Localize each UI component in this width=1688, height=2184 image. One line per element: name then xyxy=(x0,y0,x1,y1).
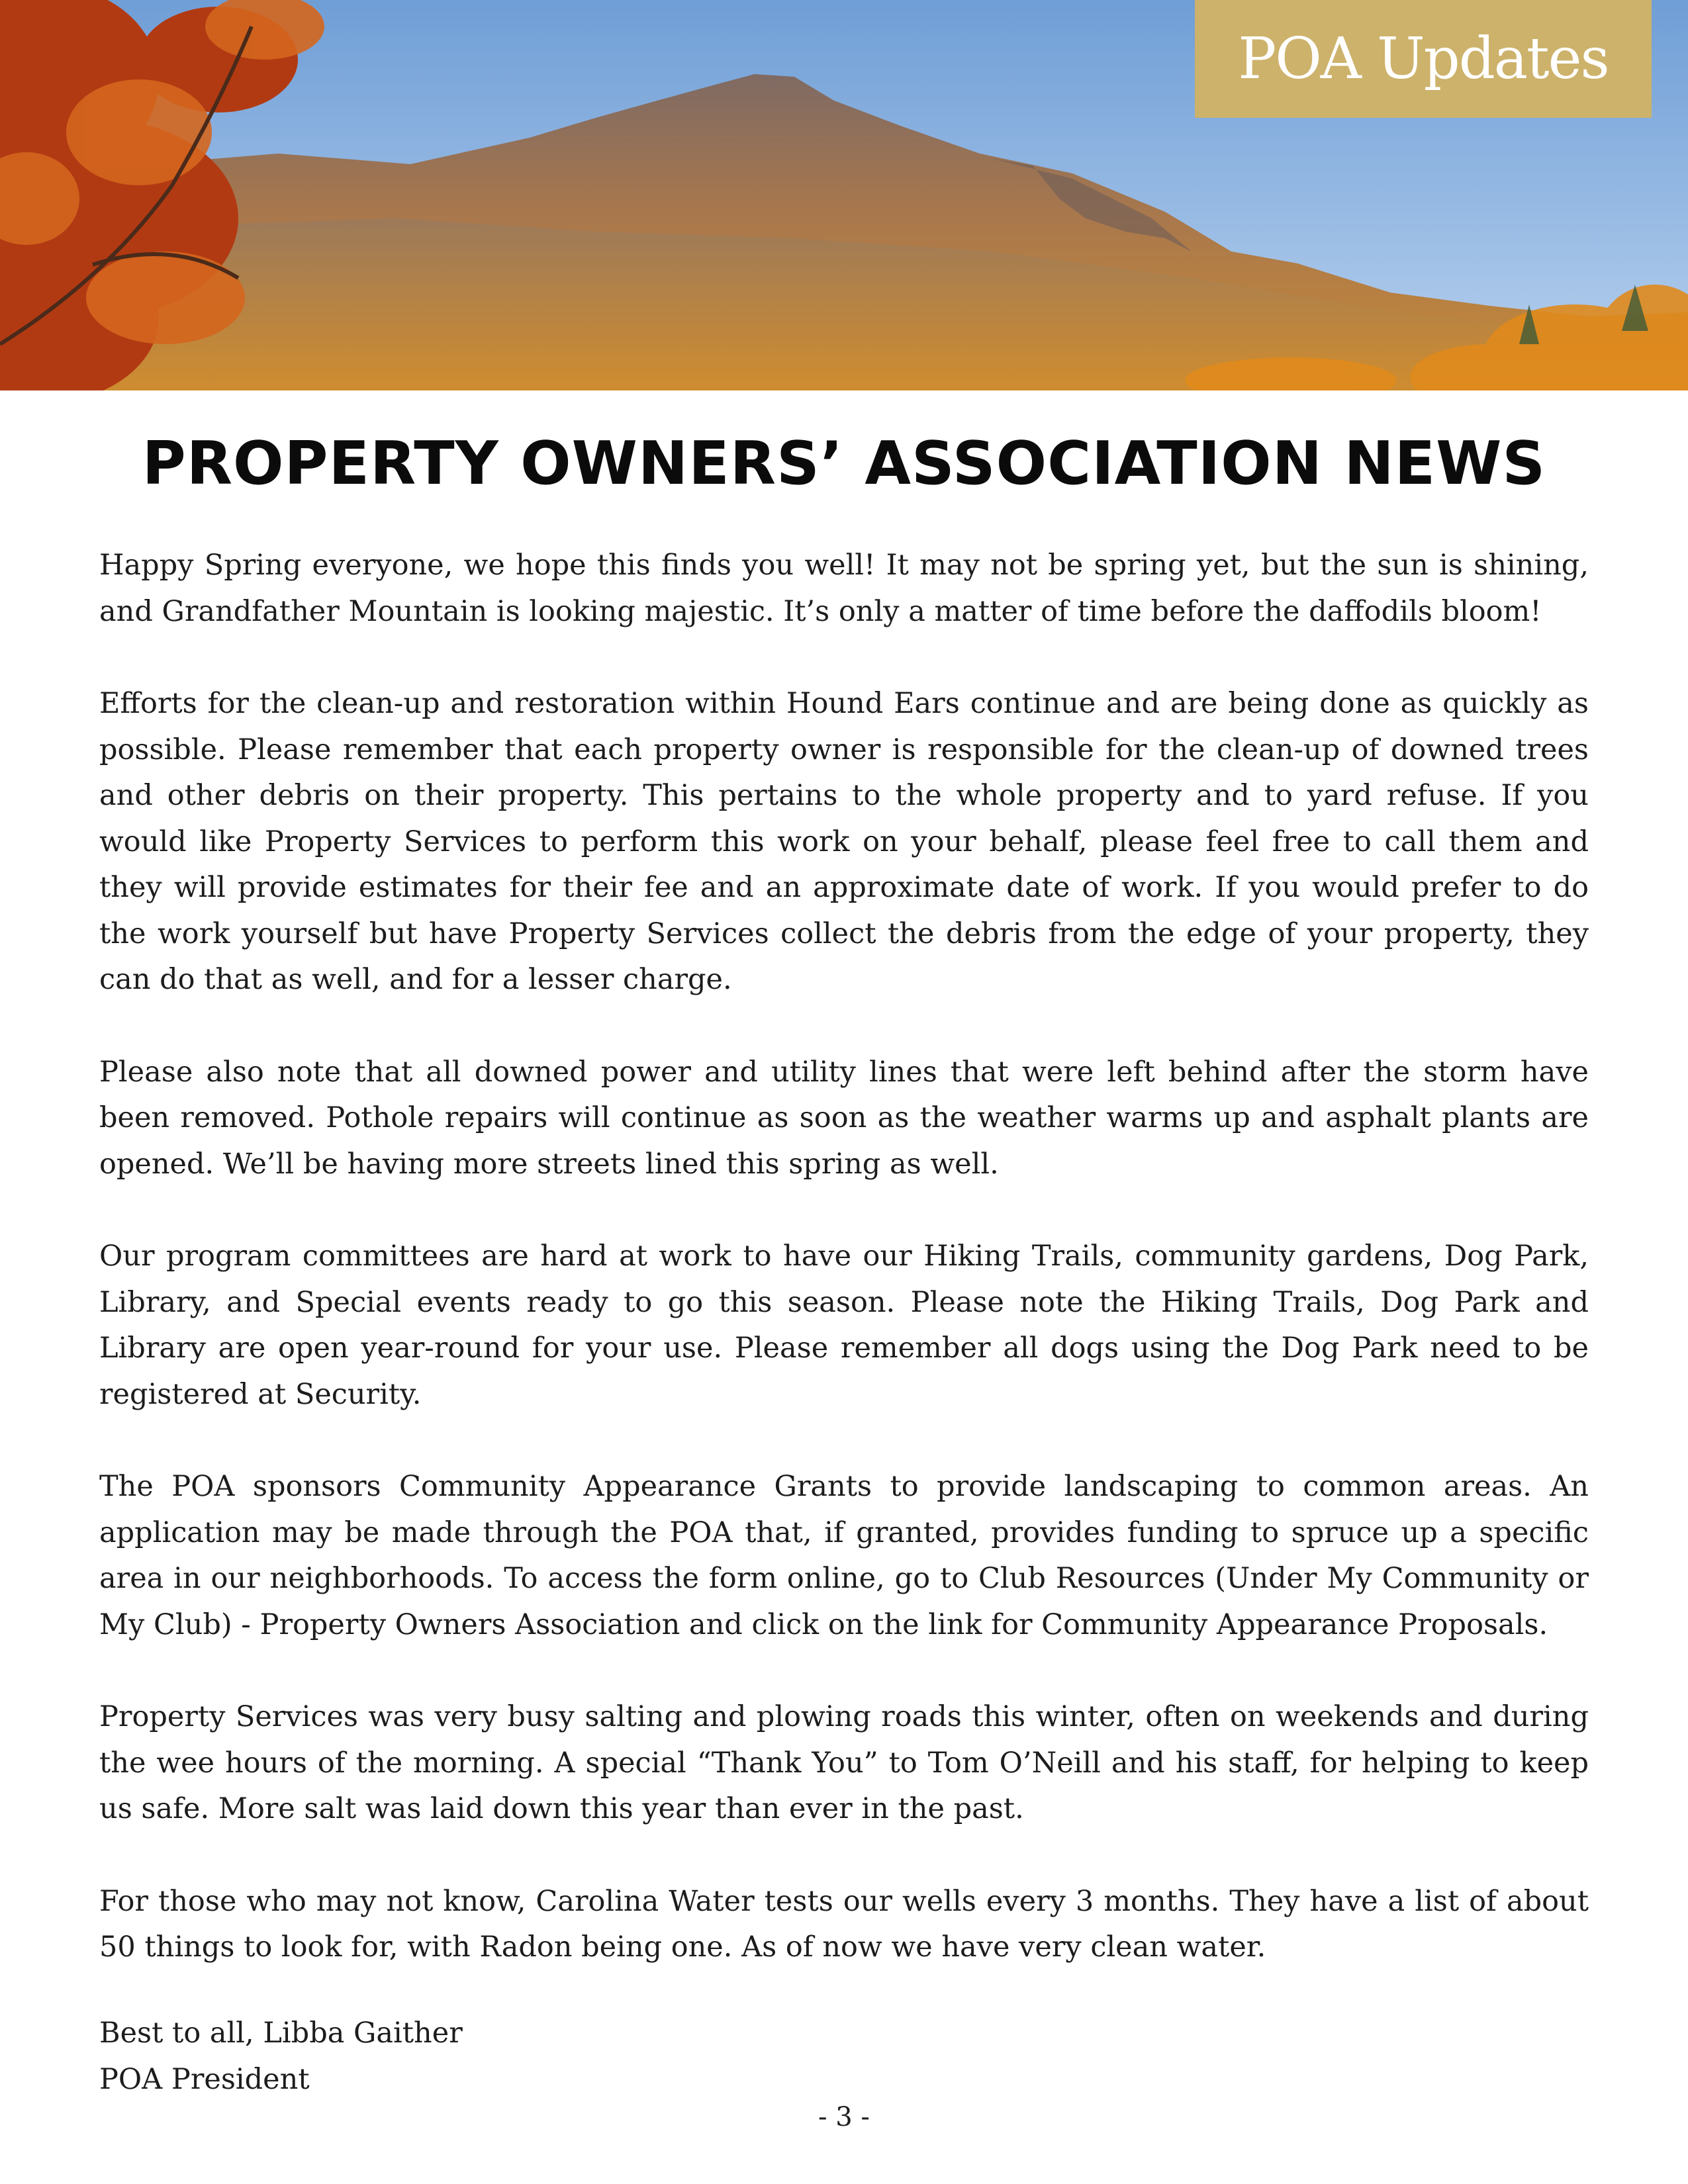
paragraph-carolina-water: For those who may not know, Carolina Water tests our wells every 3 months. They have a list of about 50 things to look for, with Radon being one. As of now we have very clean water. xyxy=(99,1884,1589,1964)
paragraph-appearance-grants: The POA sponsors Community Appearance Grants to provide landscaping to common areas. An application may be made through the POA that, if granted, provides funding to spruce up a specific area in our neighborhoods. To access the form online, go to Club Resources (Under My Community or My Club) - Property Owners Association and click on the link for Community Appearance Proposals. xyxy=(99,1470,1589,1641)
section-tab: POA Updates xyxy=(1195,0,1652,118)
mountain-hero-image xyxy=(0,0,1688,390)
article-body xyxy=(99,543,1589,2017)
signoff xyxy=(99,2011,463,2103)
paragraph-property-services: Property Services was very busy salting and plowing roads this winter, often on weekends and during the wee hours of the morning. A special “Thank You” to Tom O’Neill and his staff, for helping to keep us safe. More salt was laid down this year than ever in the past. xyxy=(99,1700,1589,1825)
paragraph-greeting: Happy Spring everyone, we hope this finds you well! It may not be spring yet, but the sun is shining, and Grandfather Mountain is looking majestic. It’s only a matter of time before the daffodils bloom! xyxy=(99,549,1589,628)
paragraph-program-committees: Our program committees are hard at work to have our Hiking Trails, community gardens, Dog Park, Library, and Special events ready to go this season. Please note the Hiking Trails, Dog Park and Library are open year-round for your use. Please remember all dogs using the Dog Park need to be registered at Security. xyxy=(99,1240,1589,1411)
page-number: - 3 - xyxy=(818,2102,870,2132)
article-title: PROPERTY OWNERS’ ASSOCIATION NEWS xyxy=(142,429,1546,498)
paragraph-utility-lines: Please also note that all downed power and utility lines that were left behind after the storm have been removed. Pothole repairs will continue as soon as the weather warms up and asphalt plants are opened. We’ll be having more streets lined this spring as well. xyxy=(99,1055,1589,1181)
signoff-name: Best to all, Libba Gaither xyxy=(99,2017,463,2050)
paragraph-cleanup: Efforts for the clean-up and restoration within Hound Ears continue and are being done as quickly as possible. Please remember that each property owner is responsible for the clean-up of downed trees and other debris on their property. This pertains to the whole property and to yard refuse. If you would like Property Services to perform this work on your behalf, please feel free to call them and they will provide estimates for their fee and an approximate date of work. If you would prefer to do the work yourself but have Property Services collect the debris from the edge of your property, they can do that as well, and for a lesser charge. xyxy=(99,687,1589,996)
signoff-title: POA President xyxy=(99,2062,310,2096)
